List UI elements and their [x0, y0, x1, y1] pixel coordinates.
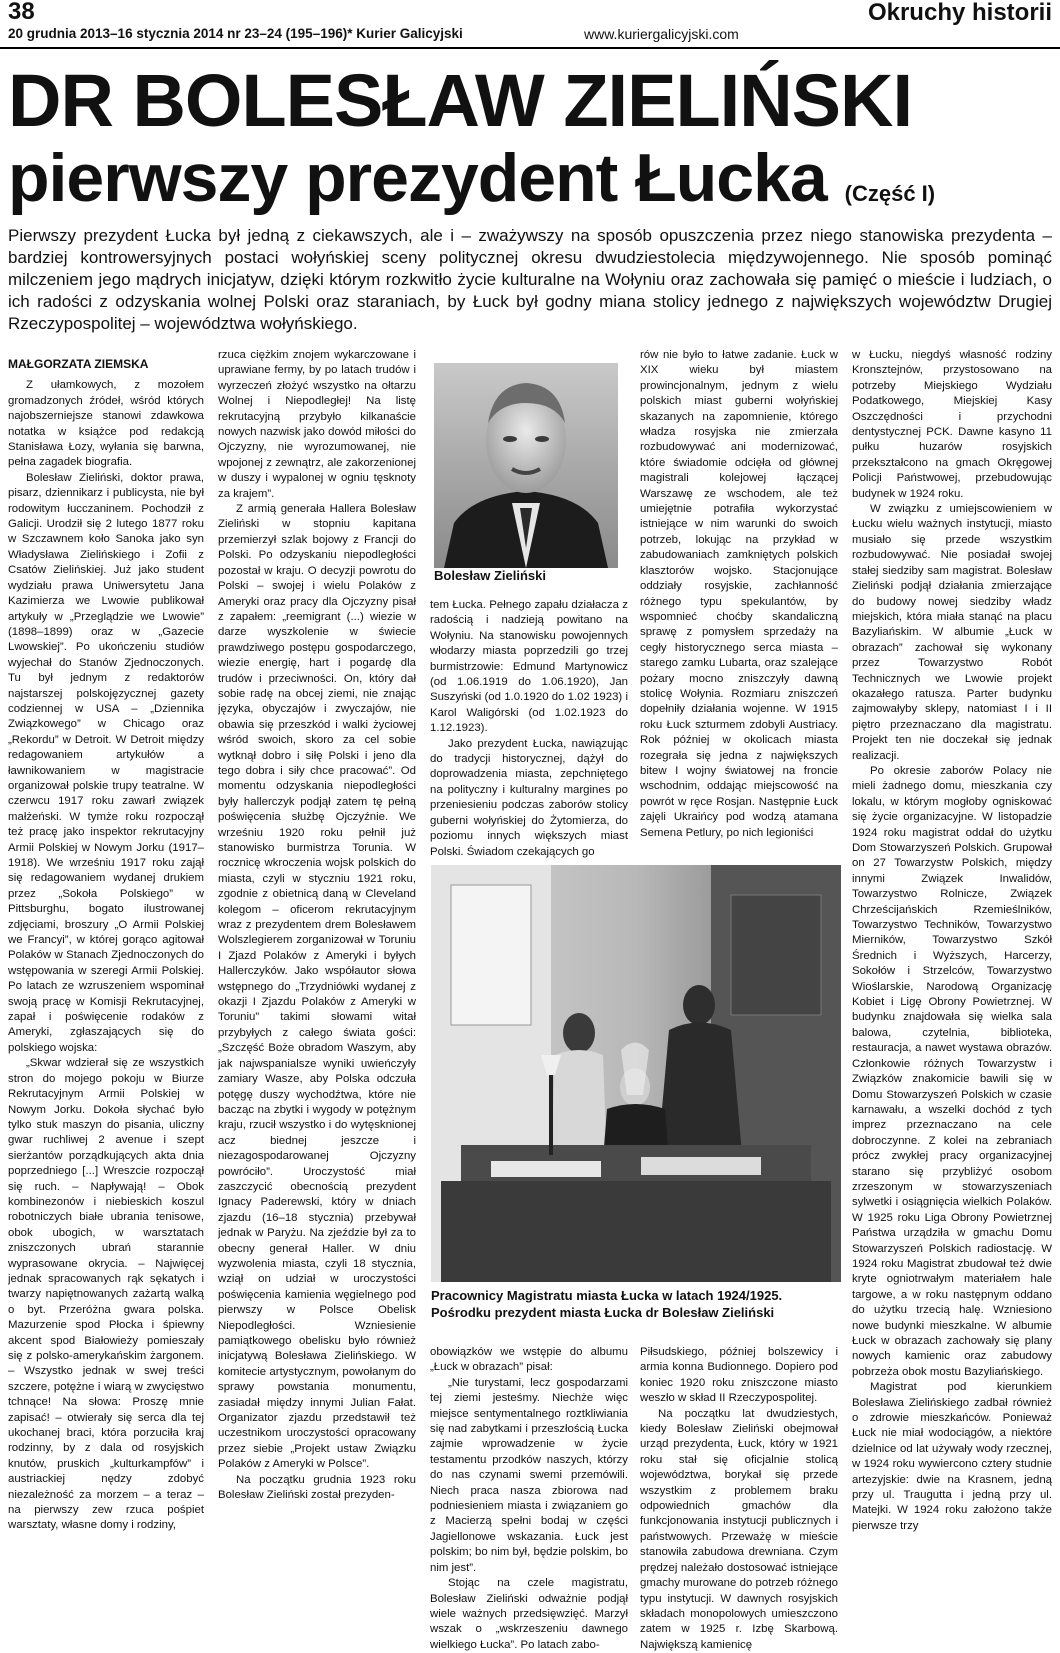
portrait-photo [434, 363, 618, 568]
paragraph: Na początku grudnia 1923 roku Bolesław Zieliński został prezyden- [218, 1473, 416, 1502]
paragraph: rów nie było to łatwe zadanie. Łuck w XIX wieku był miastem prowincjonalnym, jednym z wielu polskich miast guberni wołyńskiej skazanych na zapomnienie, którego władza rosyjska nie zmierzała rozbudowywać ani modernizować, które świadomie odcięła od głównej magistrali kolejowej łączącej Warszawę ze wschodem, ale też umiejętnie potrafiła wykorzystać istniejące w nim warunki do swoich potrzeb, lokując na przykład w zabudowaniach zamkniętych polskich klasztorów wojsko. Stacjonujące oddziały rosyjskie, zachłanność różnego typu spekulantów, by wspomnieć choćby skandaliczną sprawę z pomysłem sprzedaży na cegły historycznego serca miasta – starego zamku Lubarta, oraz szalejące pożary mocno zniszczyły dawną stolicę Wołynia. Rozmiaru zniszczeń dopełniły działania wojenne. W 1915 roku Łuck szturmem zdobyli Austriacy. Rok później w okolicach miasta rozegrała się jedna z największych bitew I wojny światowej na froncie wschodnim, oddając miejscowość na powrót w ręce Rosjan. Następnie Łuck zajęli Ukraińcy pod wodzą atamana Semena Petlury, po nich legioniści [640, 349, 838, 839]
paragraph: obowiązków we wstępie do albumu „Łuck w obrazach” pisał: [430, 1346, 628, 1374]
paragraph: Na początku lat dwudziestych, kiedy Bolesław Zieliński obejmował urząd prezydenta, Łuck, który w 1921 roku stał się oficjalnie stolicą województwa, borykał się przede wszystkim z problemem braku odpowiednich gmachów dla funkcjonowania instytucji publicznych i państwowych. Przeważę w mieście stanowiła zabudowa drewniana. Czym prędzej należało dostosować istniejące gmachy murowane do potrzeb różnego typu instytucji. W dawnych rosyjskich składach monopolowych umieszczono zatem w 1925 r. Izbę Skarbową. Największą kamienicę [640, 1407, 838, 1651]
office-caption-line1: Pracownicy Magistratu miasta Łucka w latach 1924/1925. [431, 1288, 783, 1303]
paragraph: Jako prezydent Łucka, nawiązując do tradycji historycznej, dążył do doprowadzenia miasta, zepchniętego na polityczny i kulturalny margines po przeniesieniu podczas zaborów stolicy guberni wołyńskiej do Żytomierza, do poziomu innych większych miast Polski. Świadom czekających go [430, 737, 628, 858]
column-3-bottom [430, 1345, 628, 1653]
column-2 [218, 348, 416, 1653]
column-5 [852, 348, 1052, 1653]
paragraph: Z armią generała Hallera Bolesław Zieliński w stopniu kapitana przemierzył szlak bojowy z Francji do Polski. Po odzyskaniu niepodległości pozostał w kraju. O decyzji powrotu do Polski – swojej i wielu Polaków z Ameryki oraz pracy dla Ojczyzny pisał z zapałem: „reemigrant (...) wiezie w darze wyszkolenie w świecie prawdziwego postępu gospodarczego, wiezie energię, hart i pogardę dla trudów i przeciwności. On, który dał sobie radę na obcej ziemi, nie znając języka, obyczajów i zwyczajów, nie obawia się przeszkód i walki życiowej wśród swoich, skoro za cel sobie wytknął dobro i siłę Polski i jeno dla tego dobra i siły chce pracować”. Od momentu odzyskania niepodległości były hallerczyk podjął zatem tę pełną poświęcenia służbę Ojczyźnie. We wrześniu 1920 roku pełnił już stanowisko burmistrza Torunia. W rocznicę wkroczenia wojsk polskich do miasta, czyli w styczniu 1921 roku, zgodnie z obietnicą daną w Cleveland kolegom – oficerom rekrutacyjnym wraz z prezydentem drem Bolesławem Wolszlegierem zorganizował w Toruniu I Zjazd Polaków z Ameryki i byłych Hallerczyków. Jako współautor słowa wstępnego do „Trzydniówki wydanej z okazji I Zjazdu Polaków z Ameryki w Toruniu” takimi słowami witał przybyłych z całego świata gości: „Szczęść Boże obradom Waszym, aby jak najwspanialsze wyniki uwieńczyły zamiary Wasze, aby Polska odczuła potęgę duszy wychodźtwa, które nie bacząc na zbytki i wygody w potężnym kraju, rzucił wszystko i do wytęsknionej acz biednej jeszcze i niezagospodarowanej Ojczyzny powróciło”. Uroczystość miał zaszczycić obecnością prezydent Ignacy Paderewski, który w dniach zjazdu (16–18 stycznia) przebywał jednak w Paryżu. Na zjeździe był za to obecny generał Haller. W dniu wyzwolenia miasta, czyli 18 stycznia, wziął on udział w uroczystości poświęcenia kamienia węgielnego pod pierwszy w Polsce Obelisk Niepodległości. Wzniesienie pamiątkowego obelisku było również inicjatywą Bolesława Zielińskiego. W komitecie artystycznym, powołanym do sprawy powstania monumentu, zasiadał między innymi Julian Fałat. Organizator zjazdu przedstawił też uczestnikom uroczystości opracowany przez siebie „Projekt ustaw Związku Polaków z Ameryki w Polsce”. [218, 503, 416, 1471]
paragraph: rzuca ciężkim znojem wykarczowane i uprawiane fermy, by po latach trudów i wyrzeczeń złożyć wszystko na ołtarzu Wolnej i Niepodległej! Na listę rekrutacyjną przybyło kilkanaście nowych nazwisk jako dowód miłości do Ojczyzny, nie wyrozumowanej, nie wpojonej z zewnątrz, ale zakorzenionej w duszy i wypalonej w ogniu tęsknoty za krajem”. [218, 349, 416, 500]
paragraph: „Nie turystami, lecz gospodarzami tej ziemi jesteśmy. Niechże więc miejsce sentymentalnego roztkliwiania się nad zabytkami i przeszłością Łucka zajmie wprowadzenie w życie testamentu przodków naszych, którzy do nas czynami swemi przemówili. Niech praca nasza zbiorowa nad podniesieniem miasta i związaniem go z Macierzą spełni bodaj w części Jagiellonowe wskazania. Łuck jest polskim; bo nim był, będzie polskim, bo nim jest”. [430, 1376, 628, 1574]
column-4-bottom [640, 1345, 838, 1653]
paragraph: W związku z umiejscowieniem w Łucku wielu ważnych instytucji, miasto musiało się przede wszystkim rozbudowywać. Nie posiadał swojej stałej siedziby sam magistrat. Bolesław Zieliński podjął działania zmierzające do budowy nowej siedziby władz miejskich, która miała stanąć na placu Bazyliańskim. W albumie „Łuck w obrazach” zachował się wykonany przez Towarzystwo Robót Technicznych we Lwowie projekt okazałego ratusza. Parter budynku zajmowałyby sklepy, natomiast I i II piętro przeznaczano dla magistratu. Projekt ten nie doczekał się jednak realizacji. [852, 503, 1052, 762]
paragraph: Magistrat pod kierunkiem Bolesława Zielińskiego zadbał również o zdrowie mieszkańców. Ponieważ Łuck nie miał wodociągów, a niektóre dzielnice od lat używały wody rzecznej, w 1924 roku wywiercono cztery studnie artezyjskie: dwie na Krasnem, jedną przy ul. Traugutta i jedną przy ul. Matejki. W 1924 roku założono także pierwsze trzy [852, 1381, 1052, 1532]
paragraph: Z ułamkowych, z mozołem gromadzonych źródeł, wśród których najobszerniejsze stanowi zdawkowa notatka w książce pod redakcją Stanisława Łozy, wyłania się barwna, pełna zagadek biografia. [8, 379, 204, 469]
paragraph: Stojąc na czele magistratu, Bolesław Zieliński odważnie podjął wiele ważnych przedsięwzięć. Marzył wszak o „wskrzeszeniu dawnego wielkiego Łucka”. Po latach zabo- [430, 1577, 628, 1651]
portrait-caption: Bolesław Zieliński [434, 568, 546, 583]
column-4-top [640, 348, 838, 858]
portrait-image [434, 363, 618, 568]
paragraph: tem Łucka. Pełnego zapału działacza z radością i nadzieją powitano na Wołyniu. Na stanowisku powojennych włodarzy miasta poprzedzili go trzej burmistrzowie: Edmund Martynowicz (od 1.06.1919 do 1.06.1920), Jan Suszyński (od 1.0.1920 do 1.02 1923) i Karol Waligórski (od 1.02.1923 do 1.12.1923). [430, 599, 628, 735]
office-caption-line2: Pośrodku prezydent miasta Łucka dr Bolesław Zieliński [431, 1305, 775, 1320]
header-rule [0, 47, 1060, 49]
paragraph: w Łucku, niegdyś własność rodziny Kronsztejnów, przystosowano na potrzeby Miejskiego Wydziału Podatkowego, Miejskiej Kasy Oszczędności i przychodni dentystycznej PCK. Dawne kasyno 11 pułku huzarów rosyjskich przekształcono na gmach Okręgowej Policji Państwowej, przebudowując budynek w 1924 roku. [852, 349, 1052, 500]
office-image [431, 865, 841, 1282]
office-caption [431, 1287, 841, 1321]
author-name: MAŁGORZATA ZIEMSKA [8, 357, 149, 371]
paragraph: Po okresie zaborów Polacy nie mieli żadnego domu, mieszkania czy lokalu, w którym mogłoby ogniskować się życie organizacyjne. W listopadzie 1924 roku magistrat oddał do użytku Dom Stowarzyszeń Polskich. Grupował on 27 Towarzystw Polskich, między innymi Związek Inwalidów, Towarzystwo Rolnicze, Związek Chrześcijańskich Rzemieślników, Towarzystwo Techników, Towarzystwo Mierników, Towarzystwo Szkół Średnich i Wyższych, Harcerzy, Sokołów i Strzelców, Towarzystwo Wioślarskie, Narodową Organizację Kobiet i Ligę Obrony Powietrznej. W budynku znajdowała się wielka sala balowa, czytelnia, biblioteka, restauracja, a nawet wystawa obrazów. Członkowie różnych Towarzystw i Związków znakomicie bawili się w Domu Stowarzyszeń Polskich w czasie karnawału, a wszelki dochód z tych imprez przeznaczano na cele dobroczynne. Z kolei na zebraniach prócz zwykłej pracy organizacyjnej starano się przybliżyć osobom zrzeszonym w stowarzyszeniach sylwetki i osiągnięcia wielkich Polaków. W 1925 roku Liga Obrony Powietrznej Państwa urządziła w gmachu Domu Stowarzyszeń Polskich radiostację. W 1924 roku Magistrat zbudował też dwie kryte ogniotrwałym materiałem hale targowe, a w roku następnym oddano do użytku trzecią halę. Wzniesiono nowe budynki mieszkalne. W albumie Łuck w obrazach zachowały się plany nowych kamienic oraz zabudowy pobrzeża obok mostu Bazyliańskiego. [852, 764, 1052, 1378]
issue-date-line: 20 grudnia 2013–16 stycznia 2014 nr 23–24 (195–196)* Kurier Galicyjski [8, 26, 463, 41]
page-number: 38 [8, 0, 35, 25]
paragraph: Bolesław Zieliński, doktor prawa, pisarz, dziennikarz i publicysta, nie był rodowitym łucczaninem. Pochodził z Galicji. Urodził się 2 lutego 1877 roku w Szczawnem koło Sanoka jako syn Władysława Zielińskiego i Zofii z Csatów Zielińskiej. Już jako student wydziału prawa Uniwersytetu Jana Kazimierza we Lwowie publikował artykuły w „Przeglądzie we Lwowie” (1898–1899) oraz w „Gazecie Lwowskiej”. Po ukończeniu studiów wyjechał do Stanów Zjednoczonych. Tu był jednym z redaktorów najstarszej polskojęzycznej gazety codziennej w USA – „Dziennika Związkowego” w Chicago oraz „Rekordu” w Detroit. W Detroit między redagowaniem artykułów a ławnikowaniem w magistracie organizował polskie trupy teatralne. W czerwcu 1917 roku zawarł związek małżeński. W tymże roku rozpoczął też pracę jako inspektor rekrutacyjny Armii Polskiej w Nowym Jorku (1917–1918). We wrześniu 1917 roku zajął się redagowaniem wydanej drukiem przez „Sokoła Polskiego” w Pittsburghu, bogato ilustrowanej zdjęciami, broszury „O Armii Polskiej we Francyi”, w której gorąco agitował Polaków w Stanach Zjednoczonych do wstępowania w szeregi Armii Polskiej. Po latach ze wzruszeniem wspominał swoją pracę w Komisji Rekrutacyjnej, zapał i poświęcenie rodaków z Ameryki, zgłaszających się do polskiego wojska: [8, 471, 204, 1054]
article-lead: Pierwszy prezydent Łucka był jedną z ciekawszych, ale i – zważywszy na sposób opuszczenia przez niego stanowiska prezydenta – bardziej kontrowersyjnych postaci wołyńskiej sceny politycznej okresu dwudziestolecia międzywojennego. Nie sposób pominąć milczeniem jego mądrych inicjatyw, dzięki którym rozkwitło życie kulturalne na Wołyniu oraz zachowała się pamięć o mieście i ludziach, o ich radości z odzyskania wolnej Polski oraz staraniach, by Łuck był godny miana stolicy jednego z największych województw Drugiej Rzeczypospolitej – województwa wołyńskiego. [8, 226, 1052, 333]
article-title-line2 [8, 140, 936, 216]
office-photo [431, 865, 841, 1282]
column-1 [8, 357, 204, 1653]
article-title-line1: DR BOLESŁAW ZIELIŃSKI [8, 59, 912, 142]
paragraph: Piłsudskiego, później bolszewicy i armia konna Budionnego. Dopiero pod koniec 1920 roku zniszczone miasto weszło w skład II Rzeczypospolitej. [640, 1346, 838, 1405]
article-title-main: pierwszy prezydent Łucka [8, 140, 827, 216]
section-title: Okruchy historii [867, 0, 1052, 26]
paragraph: „Skwar wdzierał się ze wszystkich stron do mojego pokoju w Biurze Rekrutacyjnym Armii Polskiej w Nowym Jorku. Dokoła słychać było tylko stuk maszyn do pisania, uliczny gwar ruchliwej 2 avenue i szept sierżantów porządkujących akta dnia poprzedniego [...] Wreszcie rozpoczął się ruch. – Napływają! – Obok kombinezonów i niebieskich koszul robotniczych białe ubrania tenisowe, obok ubogich, w warsztatach zniszczonych ubrań starannie wyprasowane okrycia. – Najwięcej jednak spracowanych rąk sękatych i twarzy napiętnowanych zażartą walką o byt. Przeróżna gwara polska. Mazurzenie spod Płocka i śpiewny akcent spod Białowieży pomieszały się z polsko-amerykańskim żargonem. – Wszystko jednak w swej treści szczere, potężne i wiarą w zwycięstwo tchnące! Na słowa: Proszę mnie zapisać! – otwierały się serca dla tej ukochanej braci, która porzuciła kraj rodzinny, by z dala od rosyjskich knutów, pruskich „kulturkampfów” i austriackiej nędzy zdobyć niezależność za morzem – a teraz – na pierwszy zew rzuca pośpiet warsztaty, własne domy i rodziny, [8, 1057, 204, 1532]
website-url[interactable]: www.kuriergalicyjski.com [584, 26, 739, 42]
article-part: (Część I) [844, 181, 936, 206]
column-3-top [430, 598, 628, 858]
